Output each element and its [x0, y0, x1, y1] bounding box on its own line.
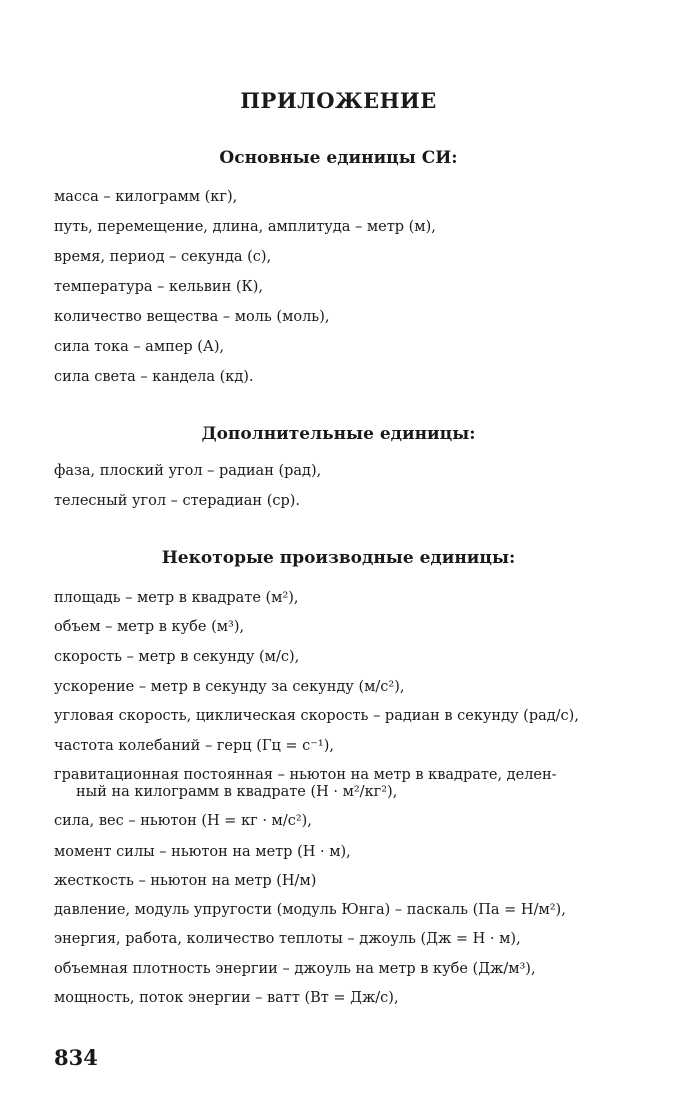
- list-item-continuation: ный на килограмм в квадрате (Н · м²/кг²),: [76, 784, 398, 800]
- list-item: фаза, плоский угол – радиан (рад),: [54, 463, 322, 479]
- list-item: количество вещества – моль (моль),: [54, 309, 330, 325]
- list-item: скорость – метр в секунду (м/с),: [54, 649, 300, 665]
- list-item: объем – метр в кубе (м³),: [54, 619, 245, 635]
- list-item: жесткость – ньютон на метр (Н/м): [54, 873, 317, 889]
- list-item: момент силы – ньютон на метр (Н · м),: [54, 844, 351, 860]
- list-item: путь, перемещение, длина, амплитуда – метр (м),: [54, 219, 436, 235]
- page-title: ПРИЛОЖЕНИЕ: [240, 88, 437, 113]
- section-heading-additional-units: Дополнительные единицы:: [201, 424, 476, 444]
- list-item: мощность, поток энергии – ватт (Вт = Дж/с),: [54, 990, 399, 1006]
- list-item: сила, вес – ньютон (Н = кг · м/с²),: [54, 813, 312, 829]
- list-item: давление, модуль упругости (модуль Юнга) – паскаль (Па = Н/м²),: [54, 902, 566, 918]
- page-number: 834: [54, 1045, 98, 1070]
- list-item: ускорение – метр в секунду за секунду (м/с²),: [54, 679, 405, 695]
- list-item: объемная плотность энергии – джоуль на метр в кубе (Дж/м³),: [54, 961, 536, 977]
- section-heading-derived-units: Некоторые производные единицы:: [161, 548, 516, 568]
- list-item: сила тока – ампер (А),: [54, 339, 225, 355]
- list-item: гравитационная постоянная – ньютон на метр в квадрате, делен-: [54, 767, 557, 783]
- section-heading-base-units: Основные единицы СИ:: [219, 148, 458, 168]
- list-item: площадь – метр в квадрате (м²),: [54, 590, 299, 606]
- list-item: сила света – кандела (кд).: [54, 369, 254, 385]
- list-item: температура – кельвин (К),: [54, 279, 263, 295]
- list-item: масса – килограмм (кг),: [54, 189, 238, 205]
- list-item: частота колебаний – герц (Гц = с⁻¹),: [54, 738, 334, 754]
- list-item: телесный угол – стерадиан (ср).: [54, 493, 301, 509]
- list-item: угловая скорость, циклическая скорость – радиан в секунду (рад/с),: [54, 708, 579, 724]
- list-item: время, период – секунда (с),: [54, 249, 272, 265]
- list-item: энергия, работа, количество теплоты – джоуль (Дж = Н · м),: [54, 931, 521, 947]
